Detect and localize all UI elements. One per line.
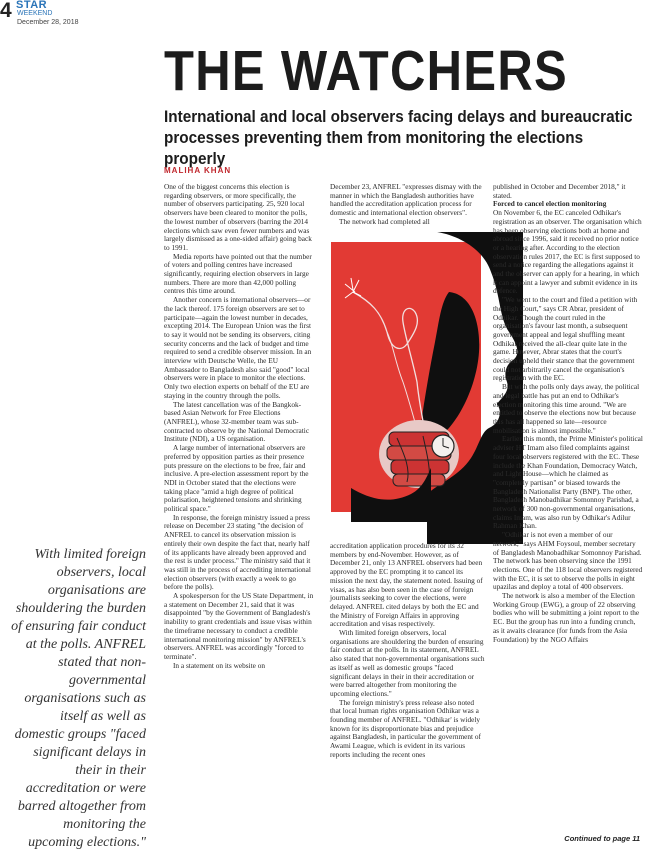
byline: MALIHA KHAN: [164, 166, 232, 175]
paragraph: A spokesperson for the US State Department, in a statement on December 21, said that it was disappointed "by the Government of Bangladesh's inability to grant credentials and issue visas within the timeframe necessary to conduct a credible international monitoring mission" by ANFREL's observers. ANFREL was accordingly "forced to terminate".: [164, 591, 314, 661]
column-3: [493, 183, 643, 644]
paragraph: With limited foreign observers, local organisations are shouldering the burden of ensuring fair conduct at the polls. In its statement, ANFREL also stated that non-governmental organisations such as itself as well as domestic groups "faced significant delays in their in their accreditation or were barred altogether from monitoring the upcoming elections.": [330, 628, 485, 698]
paragraph: "We went to the court and filed a petition with the High Court," says CR Abrar, president of Odhikar. Though the court ruled in the organisation's favour last month, a subsequent government appeal and legal shuffling meant Odhikar received the all-clear quite late in the game. However, Abrar states that the court's decision upheld their stance that the government could not arbitrarily cancel the organisation's registration with the EC.: [493, 295, 638, 383]
paragraph: December 23, ANFREL "expresses dismay with the manner in which the Bangladesh authorities have handled the accreditation application process for domestic and international election observers".: [330, 182, 482, 218]
column-2-bottom: [330, 542, 485, 760]
paragraph: The network is also a member of the Election Working Group (EWG), a group of 22 observing bodies who will be submitting a joint report to the EC. But the group has run into a funding crunch, as it awaits clearance (for funds from the Asia Foundation) by the NGO Affairs: [493, 591, 640, 644]
continued-link[interactable]: Continued to page 11: [564, 834, 640, 843]
paragraph: In response, the foreign ministry issued a press release on December 23 stating "the decision of ANFREL to cancel its observation mission is entirely their own despite the fact that, nearly half of its applicants have already been approved and the rest is under process." The ministry said that it was still in the process of accrediting international election observers (with exactly a week to go before the polls).: [164, 512, 311, 592]
paragraph: Earlier this month, the Prime Minister's political adviser HT Imam also filed complaints against four local observers registered with the EC. These include the Khan Foundation, Democracy Watch, and Light House—which he claimed as "completely partisan" or biased towards the Bangladesh Nationalist Party (BNP). The other, Bangladesh Manobadhikar Somonnoy Parishad, a network of 300 non-governmental organisations, claims Imam, was also run by Odhikar's Adilur Rahman Khan.: [493, 434, 643, 531]
paragraph: "Odhikar is not even a member of our network," says AHM Foysoul, member secretary of Bangladesh Manobadhikar Somonnoy Parishad. The network has been observing since the 1991 elections. One of the 118 local observers registered with the EC, it is set to observe the polls in eight upazilas and deploy a total of 400 observers.: [493, 530, 643, 592]
paragraph: Media reports have pointed out that the number of voters and polling centres have increased significantly, requiring election observers in large numbers. There are more than 42,000 polling centres this time around.: [164, 251, 312, 296]
paragraph: The latest cancellation was of the Bangkok-based Asian Network for Free Elections (ANFREL), whose 32-member team was sub-contracted to observe by the National Democratic Institute (NDI), a US organisation.: [164, 399, 310, 444]
issue-date: December 28, 2018: [17, 19, 79, 26]
deck: International and local observers facing delays and bureaucratic processes preventing them from monitoring the elections properly: [164, 107, 633, 168]
paragraph: In a statement on its website on: [173, 660, 266, 670]
paragraph: Another concern is international observers—or the lack thereof. 175 foreign observers are set to participate—again the lowest number in decades, excepting 2014. The European Union was the first to say it would not be sending its observers, citing security concerns and the lack of budget and time required to send a credible observer mission. In an interview with Deutsche Welle, the EU Ambassador to Bangladesh also said "good" local observers were in place to monitor the elections. Only two election experts on behalf of the EU are staying in the country through the polls.: [164, 295, 312, 400]
section-name: WEEKEND: [17, 10, 53, 17]
paragraph: One of the biggest concerns this election is regarding observers, or more specifically, the number of observers participating. 25, 920 local observers have been cleared to monitor the polls, the lowest number of observers (barring the 2014 elections which saw even fewer numbers and was largely dismissed as a one-sided affair) going back to 1991.: [164, 182, 312, 252]
publication-name: STAR: [16, 0, 48, 11]
subheading: Forced to cancel election monitoring: [493, 199, 607, 209]
column-1: [164, 183, 315, 670]
paragraph: On November 6, the EC canceled Odhikar's registration as an observer. The organisation which has been observing elections both at home and abroad since 1996, said it received no prior notice or a hearing after. According to the election observation rules 2017, the EC is first supposed to send a notice regarding the allegations against it and the observer can apply for a hearing, in which it can appoint a lawyer and submit evidence in its defence.: [493, 208, 642, 296]
column-2-top: [330, 183, 485, 227]
paragraph: The network had completed all: [339, 216, 430, 226]
paragraph: published in October and December 2018," it stated.: [493, 182, 626, 200]
pull-quote: With limited foreign observers, local organisations are shouldering the burden of ensuring fair conduct at the polls. ANFREL stated that non-governmental organisations such as itself as well as domestic groups "faced significant delays in their in their accreditation or were barred altogether from monitoring the upcoming elections.": [11, 547, 146, 850]
paragraph: accreditation application procedures for its 32 members by end-November. However, as of December 21, only 13 ANFREL observers had been approved by the EC prompting it to cancel its mission the next day, the statement noted. Issuing of visas, as has also been seen in the case of foreign journalists seeking to cover the elections, were delayed. ANFREL cited delays by both the EC and the Ministry of Foreign Affairs in approving accreditation and visas respectively.: [330, 541, 483, 629]
dynamite-bundle: [379, 420, 459, 488]
headline: THE WATCHERS: [164, 39, 569, 103]
paragraph: The foreign ministry's press release also noted that local human rights organisation Odhikar was a founding member of ANFREL. "Odhikar' is widely known for its disproportionate bias and prejudice against Bangladesh, in particular the government of Awami League, which is evident in its various reports including the recent ones: [330, 697, 481, 759]
paragraph: But with the polls only days away, the political and legal battle has put an end to Odhikar's election monitoring this time around. "We are entitled to observe the elections now but because this has all happened so late—resource mobilisation is almost impossible.": [493, 382, 640, 435]
paragraph: A large number of international observers are preferred by opposition parties as their presence puts pressure on the elections to be free, fair and inclusive. A pre-election assessment report by the NDI in October stated that the elections were taking place "amid a high degree of political polarisation, heightened tensions and shrinking political space.": [164, 443, 309, 514]
page-number: 4: [0, 0, 12, 22]
